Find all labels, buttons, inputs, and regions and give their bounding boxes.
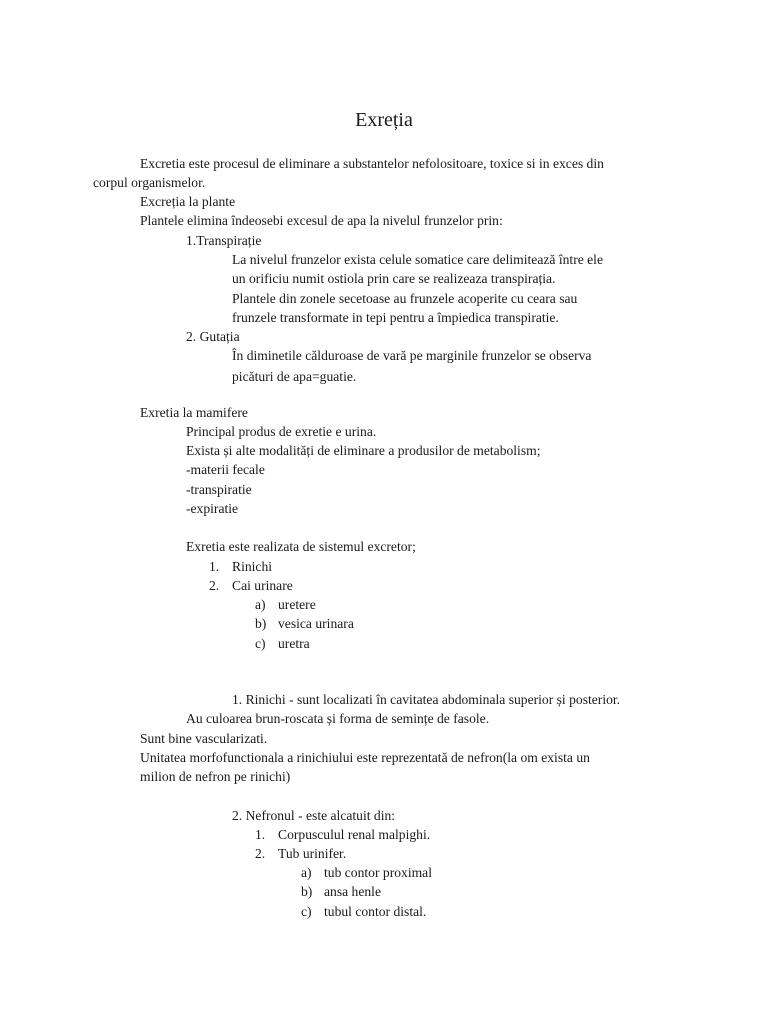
mamifere-line: Principal produs de exretie e urina. (186, 424, 377, 439)
rinichi-line-1: 1. Rinichi - sunt localizati în cavitatea abdominala superior și posterior. (232, 692, 621, 707)
list-number: 1. (209, 559, 220, 574)
list-item (209, 576, 219, 595)
list-item-text: tub contor proximal (324, 865, 432, 880)
list-number: c) (255, 636, 266, 651)
list-number: a) (255, 597, 266, 612)
list-item-text: Corpusculul renal malpighi. (278, 827, 431, 842)
nefron-lead: 2. Nefronul - este alcatuit din: (232, 808, 396, 823)
list-item-text: vesica urinara (278, 616, 354, 631)
list-number: b) (301, 884, 313, 899)
list-number: a) (301, 865, 312, 880)
page-title: Exreția (355, 109, 413, 131)
list-number: c) (301, 904, 312, 919)
list-item (209, 557, 219, 576)
list-item-text: ansa henle (324, 884, 381, 899)
section-heading-mamifere: Exretia la mamifere (140, 405, 248, 420)
list-number: 2. (209, 578, 220, 593)
gutatie-label: 2. Gutația (186, 329, 240, 344)
list-number: 2. (255, 846, 266, 861)
transpiratie-line: Plantele din zonele secetoase au frunzele acoperite cu ceara sau (232, 291, 578, 306)
transpiratie-line: La nivelul frunzelor exista celule somatice care delimitează între ele (232, 252, 603, 267)
intro-line-2: corpul organismelor. (93, 175, 206, 190)
list-item-text: tubul contor distal. (324, 904, 427, 919)
list-number: 1. (255, 827, 266, 842)
rinichi-line-3: Sunt bine vascularizati. (140, 731, 268, 746)
intro-line-1: Excretia este procesul de eliminare a substantelor nefolositoare, toxice si in exces din (140, 156, 604, 171)
transpiratie-line: frunzele transformate in tepi pentru a împiedica transpiratie. (232, 310, 559, 325)
list-item-text: Cai urinare (232, 578, 293, 593)
list-item-text: Tub urinifer. (278, 846, 347, 861)
rinichi-line-4: Unitatea morfofunctionala a rinichiului este reprezentată de nefron(la om exista un (140, 750, 590, 765)
gutatie-line: În diminetile călduroase de vară pe marginile frunzelor se observa (232, 348, 592, 363)
mamifere-line: Exista și alte modalități de eliminare a produsilor de metabolism; (186, 443, 541, 458)
mamifere-line: -expiratie (186, 501, 239, 516)
list-item-text: uretra (278, 636, 310, 651)
rinichi-line-5: milion de nefron pe rinichi) (140, 769, 291, 784)
transpiratie-label: 1.Transpirație (186, 233, 262, 248)
sistem-lead: Exretia este realizata de sistemul excretor; (186, 539, 416, 554)
rinichi-line-2: Au culoarea brun-roscata și forma de semințe de fasole. (186, 711, 490, 726)
mamifere-line: -materii fecale (186, 462, 265, 477)
list-item-text: uretere (278, 597, 316, 612)
plante-lead: Plantele elimina îndeosebi excesul de apa la nivelul frunzelor prin: (140, 213, 503, 228)
gutatie-line: picături de apa=guatie. (232, 369, 357, 384)
list-number: b) (255, 616, 267, 631)
list-item-text: Rinichi (232, 559, 273, 574)
section-heading-plante: Excreția la plante (140, 194, 236, 209)
mamifere-line: -transpiratie (186, 482, 252, 497)
transpiratie-line: un orificiu numit ostiola prin care se realizeaza transpirația. (232, 271, 556, 286)
